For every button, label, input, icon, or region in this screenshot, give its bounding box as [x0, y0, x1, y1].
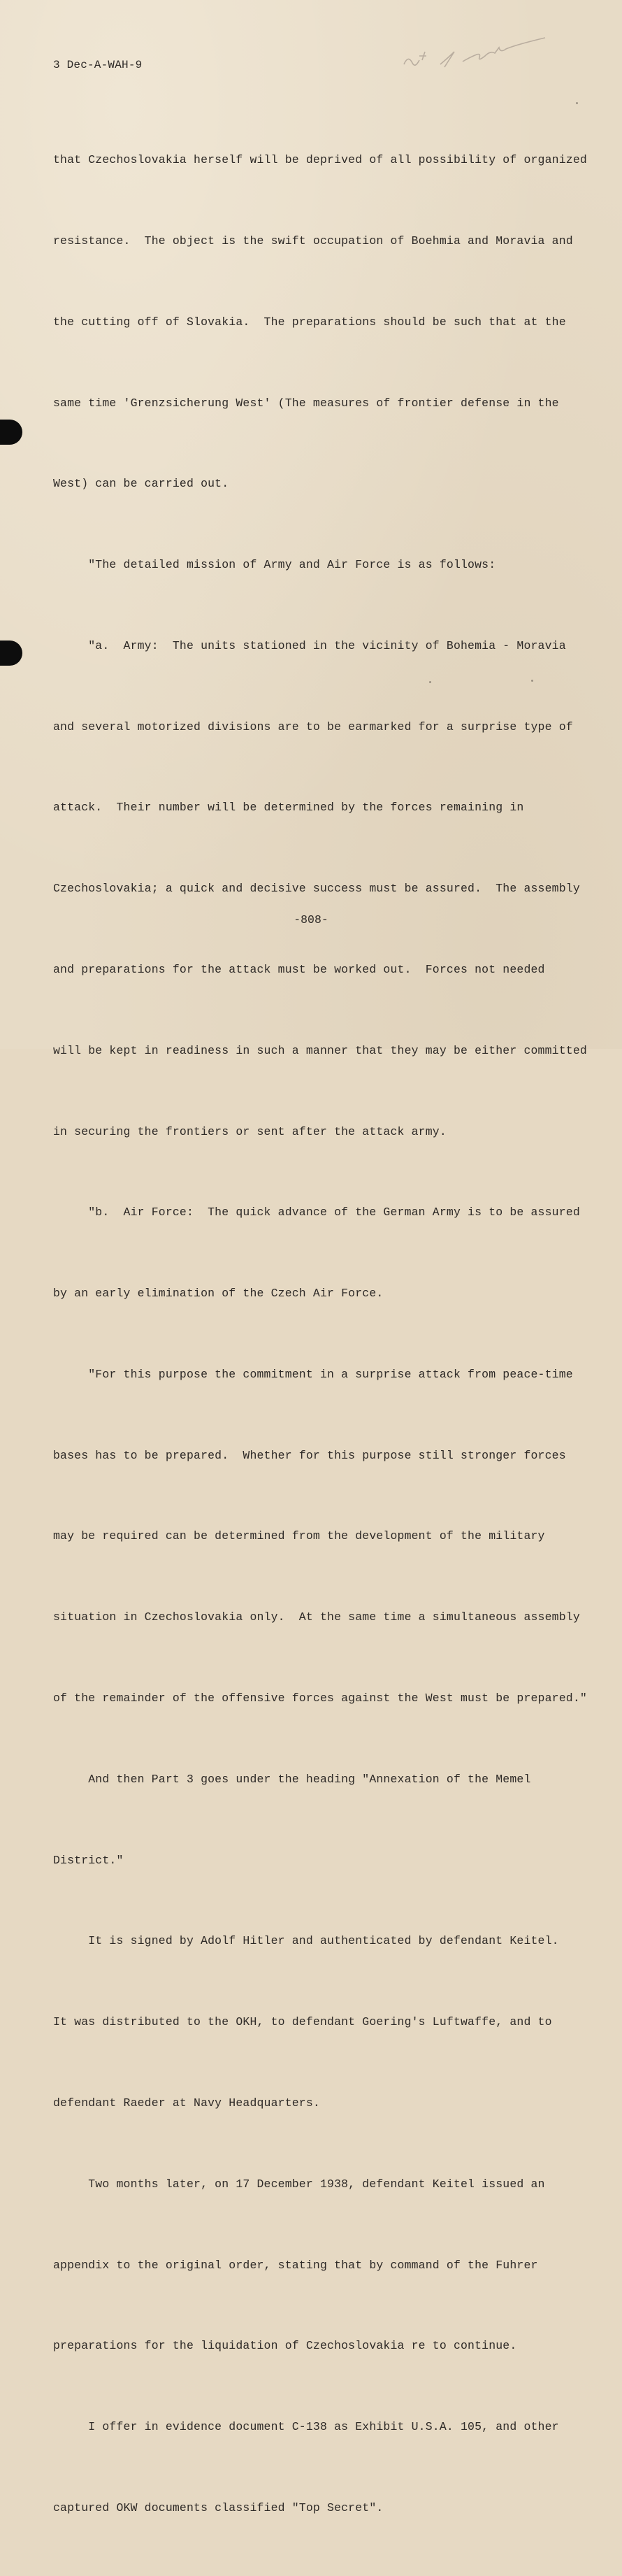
text-line: in securing the frontiers or sent after the attack army. — [53, 1124, 447, 1138]
text-line: It is signed by Adolf Hitler and authenticated by defendant Keitel. — [53, 1934, 559, 1948]
punch-hole-top — [0, 420, 22, 445]
text-line: resistance. The object is the swift occupation of Boehmia and Moravia and — [53, 234, 573, 248]
text-line: attack. Their number will be determined by the forces remaining in — [53, 801, 524, 815]
text-line: "For this purpose the commitment in a surprise attack from peace-time — [53, 1367, 573, 1381]
document-reference: 3 Dec-A-WAH-9 — [53, 59, 143, 71]
text-line: same time 'Grenzsicherung West' (The measures of frontier defense in the — [53, 396, 559, 410]
punch-hole-bottom — [0, 641, 22, 666]
text-line: Czechoslovakia; a quick and decisive success must be assured. The assembly — [53, 882, 580, 896]
body-text — [53, 93, 587, 2576]
text-line: and several motorized divisions are to be earmarked for a surprise type of — [53, 720, 573, 734]
text-line: District." — [53, 1853, 124, 1867]
text-line: of the remainder of the offensive forces against the West must be prepared." — [53, 1691, 587, 1705]
text-line: "a. Army: The units stationed in the vicinity of Bohemia - Moravia — [53, 638, 566, 652]
text-line: bases has to be prepared. Whether for this purpose still stronger forces — [53, 1448, 566, 1462]
handwritten-annotation — [398, 36, 552, 78]
text-line: "The detailed mission of Army and Air Force is as follows: — [53, 558, 496, 572]
text-line: West) can be carried out. — [53, 477, 229, 491]
text-line: the cutting off of Slovakia. The preparations should be such that at the — [53, 315, 566, 329]
paper-speck — [429, 681, 431, 683]
text-line: defendant Raeder at Navy Headquarters. — [53, 2096, 320, 2110]
text-line: and preparations for the attack must be worked out. Forces not needed — [53, 963, 545, 976]
text-line: that Czechoslovakia herself will be deprived of all possibility of organized — [53, 153, 587, 167]
text-line: appendix to the original order, stating that by command of the Fuhrer — [53, 2258, 538, 2272]
paper-speck — [576, 102, 578, 104]
text-line: I offer in evidence document C-138 as Exhibit U.S.A. 105, and other — [53, 2420, 559, 2434]
text-line: will be kept in readiness in such a manner that they may be either committed — [53, 1043, 587, 1057]
page-number: -808- — [294, 913, 328, 926]
text-line: may be required can be determined from the development of the military — [53, 1529, 545, 1543]
text-line: "b. Air Force: The quick advance of the German Army is to be assured — [53, 1205, 580, 1219]
text-line: Two months later, on 17 December 1938, defendant Keitel issued an — [53, 2177, 545, 2191]
text-line: And then Part 3 goes under the heading "Annexation of the Memel — [53, 1772, 531, 1786]
paper-speck — [531, 680, 533, 682]
text-line: by an early elimination of the Czech Air Force. — [53, 1287, 384, 1301]
text-line: captured OKW documents classified "Top Secret". — [53, 2500, 384, 2514]
text-line: preparations for the liquidation of Czechoslovakia re to continue. — [53, 2339, 517, 2353]
text-line: It was distributed to the OKH, to defendant Goering's Luftwaffe, and to — [53, 2015, 552, 2029]
text-line: situation in Czechoslovakia only. At the same time a simultaneous assembly — [53, 1610, 580, 1624]
